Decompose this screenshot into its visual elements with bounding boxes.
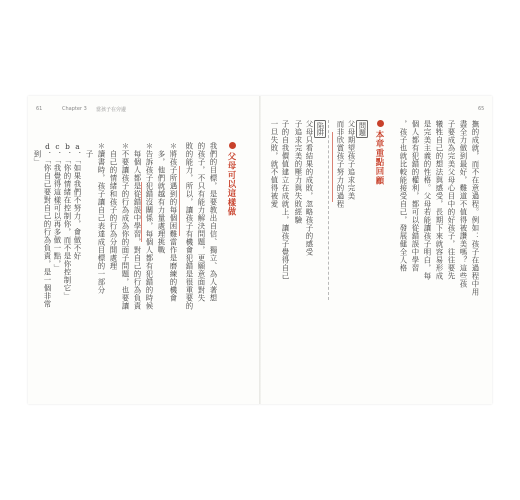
body-col-7: ，孩子也就比較能接受自己，發展健全人格 [399, 120, 408, 272]
bullet-col-4: 每個人都是從錯誤中學習，對自己的行為負責 [133, 142, 142, 310]
highlight-underline [332, 132, 333, 202]
book-spread [28, 96, 492, 404]
problem-col-2: 而非欣賞孩子努力的過程 [336, 120, 345, 208]
problem-col-1: 父母期望孩子追求完美 [347, 120, 356, 200]
page-number-left: 61 [36, 106, 43, 112]
bullet-col-8: 子 [85, 142, 94, 158]
chapter-label: Chapter 3 [62, 106, 87, 112]
right-page [260, 96, 492, 404]
running-head-title: 當孩子在旁邊 [96, 107, 127, 113]
heading-bullet-icon [377, 120, 384, 127]
option-b: b．「你的情緒在控制你，而不是你控制它」 [63, 142, 72, 300]
page-number-right: 65 [478, 106, 485, 112]
trap-col-2: 子追求完美的壓力與失敗經驗 [294, 120, 303, 224]
body-col-5: 是完美主義的性格。父母若能讓孩子明白，每 [423, 120, 432, 280]
intro-col-3: 敗的能力，所以，讓孩子有機會犯錯是很重要的 [185, 142, 194, 310]
trap-tag: 陷阱 [314, 120, 326, 138]
tips-heading: 父母可以這樣做 [226, 142, 238, 216]
intro-col-1: 我們的目標，是要教出自信、獨立、為人著想 [209, 142, 218, 302]
problem-tag-wrap [356, 120, 368, 142]
option-d: d．「你自己要對自己的行為負責，是一個非常 [43, 142, 52, 308]
review-heading: 本章重點回顧 [374, 120, 386, 185]
bullet-col-1: ＊將孩子所遇到的每個困難當作是磨練的機會 [169, 142, 178, 302]
trap-tag-wrap [314, 120, 326, 142]
heading-bullet-icon [229, 142, 236, 149]
section-divider [328, 120, 329, 300]
body-col-4: 犧牲自己的想法與感受，長期下來就容易形成 [435, 120, 444, 280]
intro-col-2: 的孩子，不只有能力解決問題，更願意面對失 [197, 142, 206, 302]
trap-col-1: 父母只看結果的成敗，忽略孩子的感受 [305, 120, 314, 256]
left-page [28, 96, 260, 404]
body-col-2: 盡全力做到最好，難道不值得被讚美嗎？這些孩 [459, 120, 468, 288]
highlight-underline [141, 182, 142, 242]
bullet-col-3: ＊告訴孩子犯錯沒關係，每個人都有犯錯的時候 [145, 142, 154, 310]
body-col-1: 撫的成就，而不在意過程。例如：孩子在過程中用 [471, 120, 480, 296]
option-c: c．「我覺得這樣可以再多做一點，」 [53, 142, 62, 273]
option-d-cont: 到」 [33, 142, 42, 166]
highlight-underline [179, 166, 180, 236]
bullet-col-6: 自己的情緒和孩子的行為分開處理 [109, 142, 118, 270]
option-a: a．「如果我們不努力，會做不好 [73, 142, 82, 260]
problem-tag: 問題 [356, 120, 368, 138]
summary-col-1: 子的自我價值建立在成就上，讓孩子覺得自己 [281, 120, 290, 280]
body-col-3: 子要成為完美父母心目中的好孩子，往往要先 [447, 120, 456, 280]
bullet-col-5: ＊不要讓孩子的行為成為你的面子問題，也要讓 [121, 142, 130, 310]
summary-col-2: 一旦失敗，就不值得被愛 [270, 120, 279, 208]
body-col-6: 個人都有犯錯的權利，都可以從錯誤中學習 [411, 120, 420, 272]
bullet-col-7: ＊讀書時，孩子讓自己表達成目標的一部分 [97, 142, 106, 294]
bullet-col-2: 多，他們就越有力量處理挑戰 [157, 142, 166, 254]
